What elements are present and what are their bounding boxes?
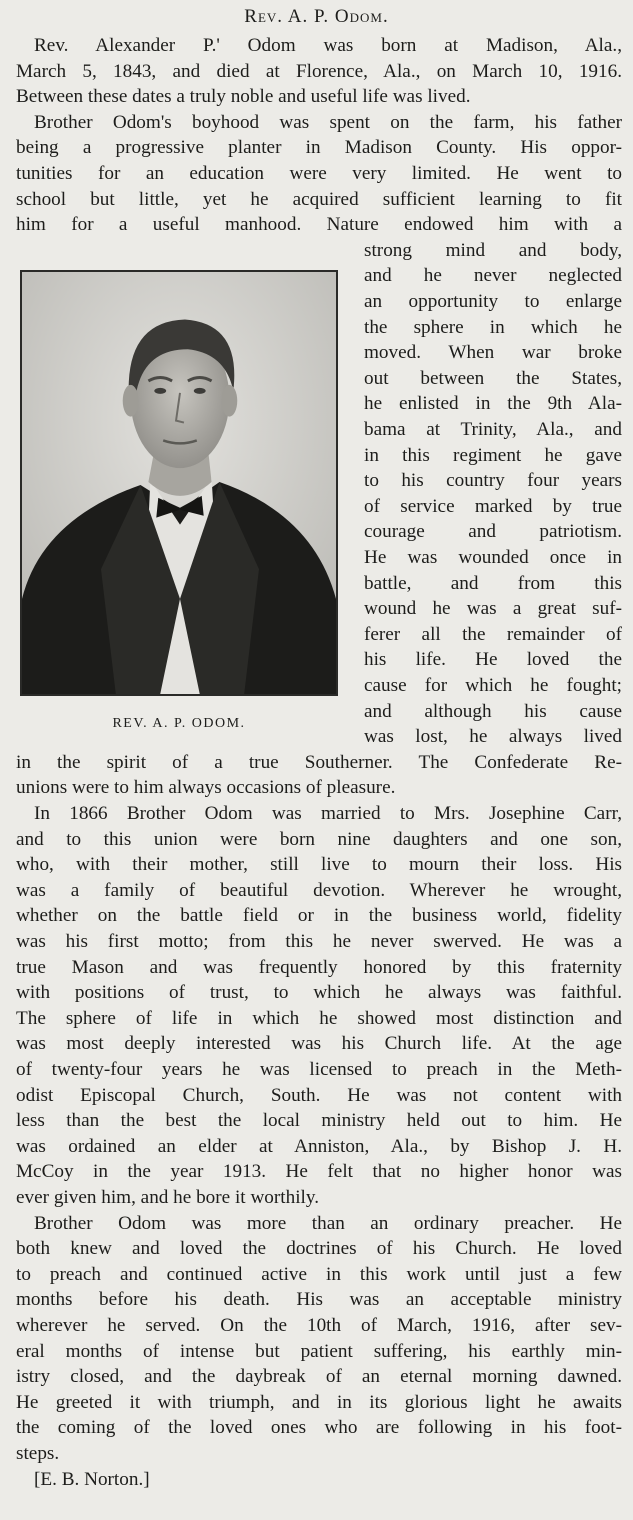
text-line: battle, and from this	[364, 572, 622, 594]
text-line: the sphere in which he	[364, 316, 622, 338]
text-line: courage and patriotism.	[364, 521, 622, 543]
text-line: was ordained an elder at Anniston, Ala., by Bishop J. H.	[16, 1135, 622, 1157]
text-line: was most deeply interested was his Church life. At the age	[16, 1033, 622, 1055]
text-line: the coming of the loved ones who are following in his foot-	[16, 1417, 622, 1439]
text-line: wound he was a great suf-	[364, 598, 622, 620]
text-line: less than the best the local ministry held out to him. He	[16, 1110, 622, 1132]
text-line: strong mind and body,	[364, 239, 622, 261]
article-title: Rev. A. P. Odom.	[244, 6, 389, 27]
text-line: and to this union were born nine daughters and one son,	[16, 828, 622, 850]
text-line: tunities for an education were very limited. He went to	[16, 163, 622, 184]
text-line: true Mason and was frequently honored by this fraternity	[16, 956, 622, 978]
text-line: Between these dates a truly noble and useful life was lived.	[16, 86, 471, 108]
text-line: Rev. Alexander P.' Odom was born at Madison, Ala.,	[34, 35, 622, 56]
text-line: unions were to him always occasions of pleasure.	[16, 777, 396, 799]
photo-caption: REV. A. P. ODOM.	[112, 716, 246, 731]
text-line: Brother Odom was more than an ordinary preacher. He	[34, 1212, 622, 1234]
text-line: an opportunity to enlarge	[364, 291, 622, 312]
text-line: bama at Trinity, Ala., and	[364, 419, 622, 440]
text-line: both knew and loved the doctrines of his Church. He loved	[16, 1238, 622, 1260]
text-line: wherever he served. On the 10th of March, 1916, after sev-	[16, 1315, 622, 1336]
portrait-photo	[20, 270, 338, 696]
text-line: and although his cause	[364, 700, 622, 722]
text-line: was lost, he always lived	[364, 726, 622, 748]
text-line: [E. B. Norton.]	[34, 1468, 150, 1490]
text-line: istry closed, and the daybreak of an eternal morning dawned.	[16, 1366, 622, 1388]
text-line: March 5, 1843, and died at Florence, Ala., on March 10, 1916.	[16, 60, 622, 82]
text-line: was his first motto; from this he never swerved. He was a	[16, 931, 622, 952]
text-line: cause for which he fought;	[364, 675, 622, 696]
text-line: He greeted it with triumph, and in its glorious light he awaits	[16, 1391, 622, 1413]
text-line: He was wounded once in	[364, 547, 622, 568]
text-line: The sphere of life in which he showed most distinction and	[16, 1007, 622, 1029]
text-line: steps.	[16, 1443, 60, 1464]
text-line: of service marked by true	[364, 495, 622, 517]
text-line: to his country four years	[364, 470, 622, 492]
text-line: was a family of beautiful devotion. Wherever he wrought,	[16, 879, 622, 901]
text-line: in the spirit of a true Southerner. The Confederate Re-	[16, 751, 622, 773]
text-line: school but little, yet he acquired sufficient learning to fit	[16, 188, 622, 210]
text-line: McCoy in the year 1913. He felt that no higher honor was	[16, 1161, 622, 1183]
text-line: odist Episcopal Church, South. He was not content with	[16, 1084, 622, 1106]
text-line: he enlisted in the 9th Ala-	[364, 393, 622, 415]
text-line: moved. When war broke	[364, 342, 622, 364]
text-line: with positions of trust, to which he always was faithful.	[16, 982, 622, 1004]
text-line: who, with their mother, still live to mourn their loss. His	[16, 854, 622, 876]
text-line: months before his death. His was an acceptable ministry	[16, 1289, 622, 1311]
text-line: ever given him, and he bore it worthily.	[16, 1187, 320, 1208]
text-line: in this regiment he gave	[364, 444, 622, 466]
text-line: whether on the battle field or in the business world, fidelity	[16, 905, 622, 927]
text-line: him for a useful manhood. Nature endowed him with a	[16, 214, 622, 236]
text-line: of twenty-four years he was licensed to preach in the Meth-	[16, 1059, 622, 1080]
text-line: Brother Odom's boyhood was spent on the farm, his father	[34, 111, 622, 133]
text-line: In 1866 Brother Odom was married to Mrs. Josephine Carr,	[34, 803, 622, 824]
portrait-image	[22, 272, 336, 694]
text-line: out between the States,	[364, 367, 622, 389]
text-line: his life. He loved the	[364, 649, 622, 671]
text-line: ferer all the remainder of	[364, 623, 622, 645]
text-line: and he never neglected	[364, 265, 622, 287]
text-line: eral months of intense but patient suffering, his earthly min-	[16, 1340, 622, 1362]
text-line: to preach and continued active in this work until just a few	[16, 1263, 622, 1285]
text-line: being a progressive planter in Madison County. His oppor-	[16, 137, 622, 159]
